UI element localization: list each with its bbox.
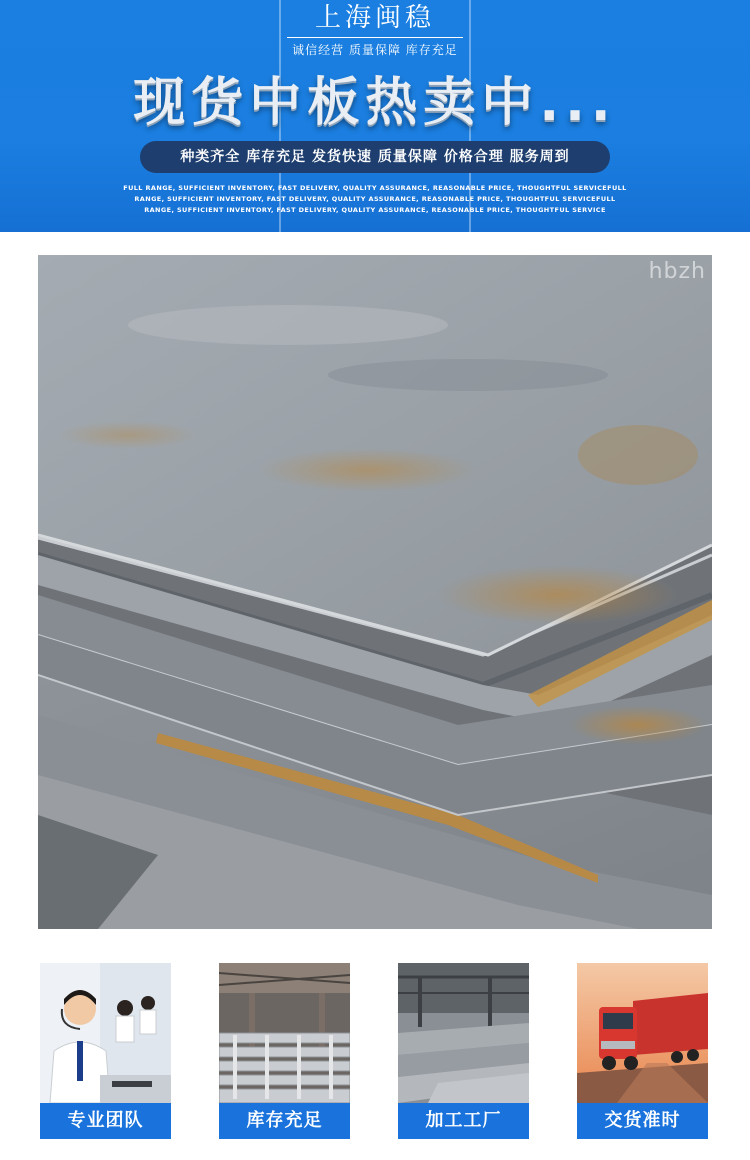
steel-plate-photo — [38, 255, 712, 929]
brand-tagline: 诚信经营 质量保障 库存充足 — [292, 43, 458, 57]
services-pill: 种类齐全 库存充足 发货快速 质量保障 价格合理 服务周到 — [140, 141, 610, 173]
header-banner — [0, 0, 750, 232]
factory-steel-plates-photo — [398, 963, 529, 1103]
fine-print-line: RANGE, SUFFICIENT INVENTORY, FAST DELIVERY, QUALITY ASSURANCE, REASONABLE PRICE, THOUGHTFUL SERVICE — [144, 206, 606, 214]
watermark: hbzh — [648, 259, 706, 284]
brand-name: 上海闽稳 — [314, 3, 435, 33]
feature-card-factory[interactable] — [398, 963, 529, 1139]
feature-label: 库存充足 — [219, 1103, 350, 1139]
customer-service-team-photo — [40, 963, 171, 1103]
feature-card-delivery[interactable] — [577, 963, 708, 1139]
headline: 现货中板热卖中... — [133, 73, 617, 133]
red-delivery-truck-photo — [577, 963, 708, 1103]
feature-label: 专业团队 — [40, 1103, 171, 1139]
feature-label: 加工工厂 — [398, 1103, 529, 1139]
feature-label: 交货准时 — [577, 1103, 708, 1139]
brand-block — [279, 0, 471, 64]
brand-divider — [287, 37, 463, 38]
steel-plates-illustration — [38, 255, 712, 929]
fine-print-line: RANGE, SUFFICIENT INVENTORY, FAST DELIVERY, QUALITY ASSURANCE, REASONABLE PRICE, THOUGHTFUL SERVICEFULL — [134, 195, 616, 203]
fine-print-line: FULL RANGE, SUFFICIENT INVENTORY, FAST DELIVERY, QUALITY ASSURANCE, REASONABLE PRICE, THOUGHTFUL SERVICEFULL — [123, 184, 627, 192]
feature-card-inventory[interactable] — [219, 963, 350, 1139]
feature-card-team[interactable] — [40, 963, 171, 1139]
warehouse-steel-stock-photo — [219, 963, 350, 1103]
